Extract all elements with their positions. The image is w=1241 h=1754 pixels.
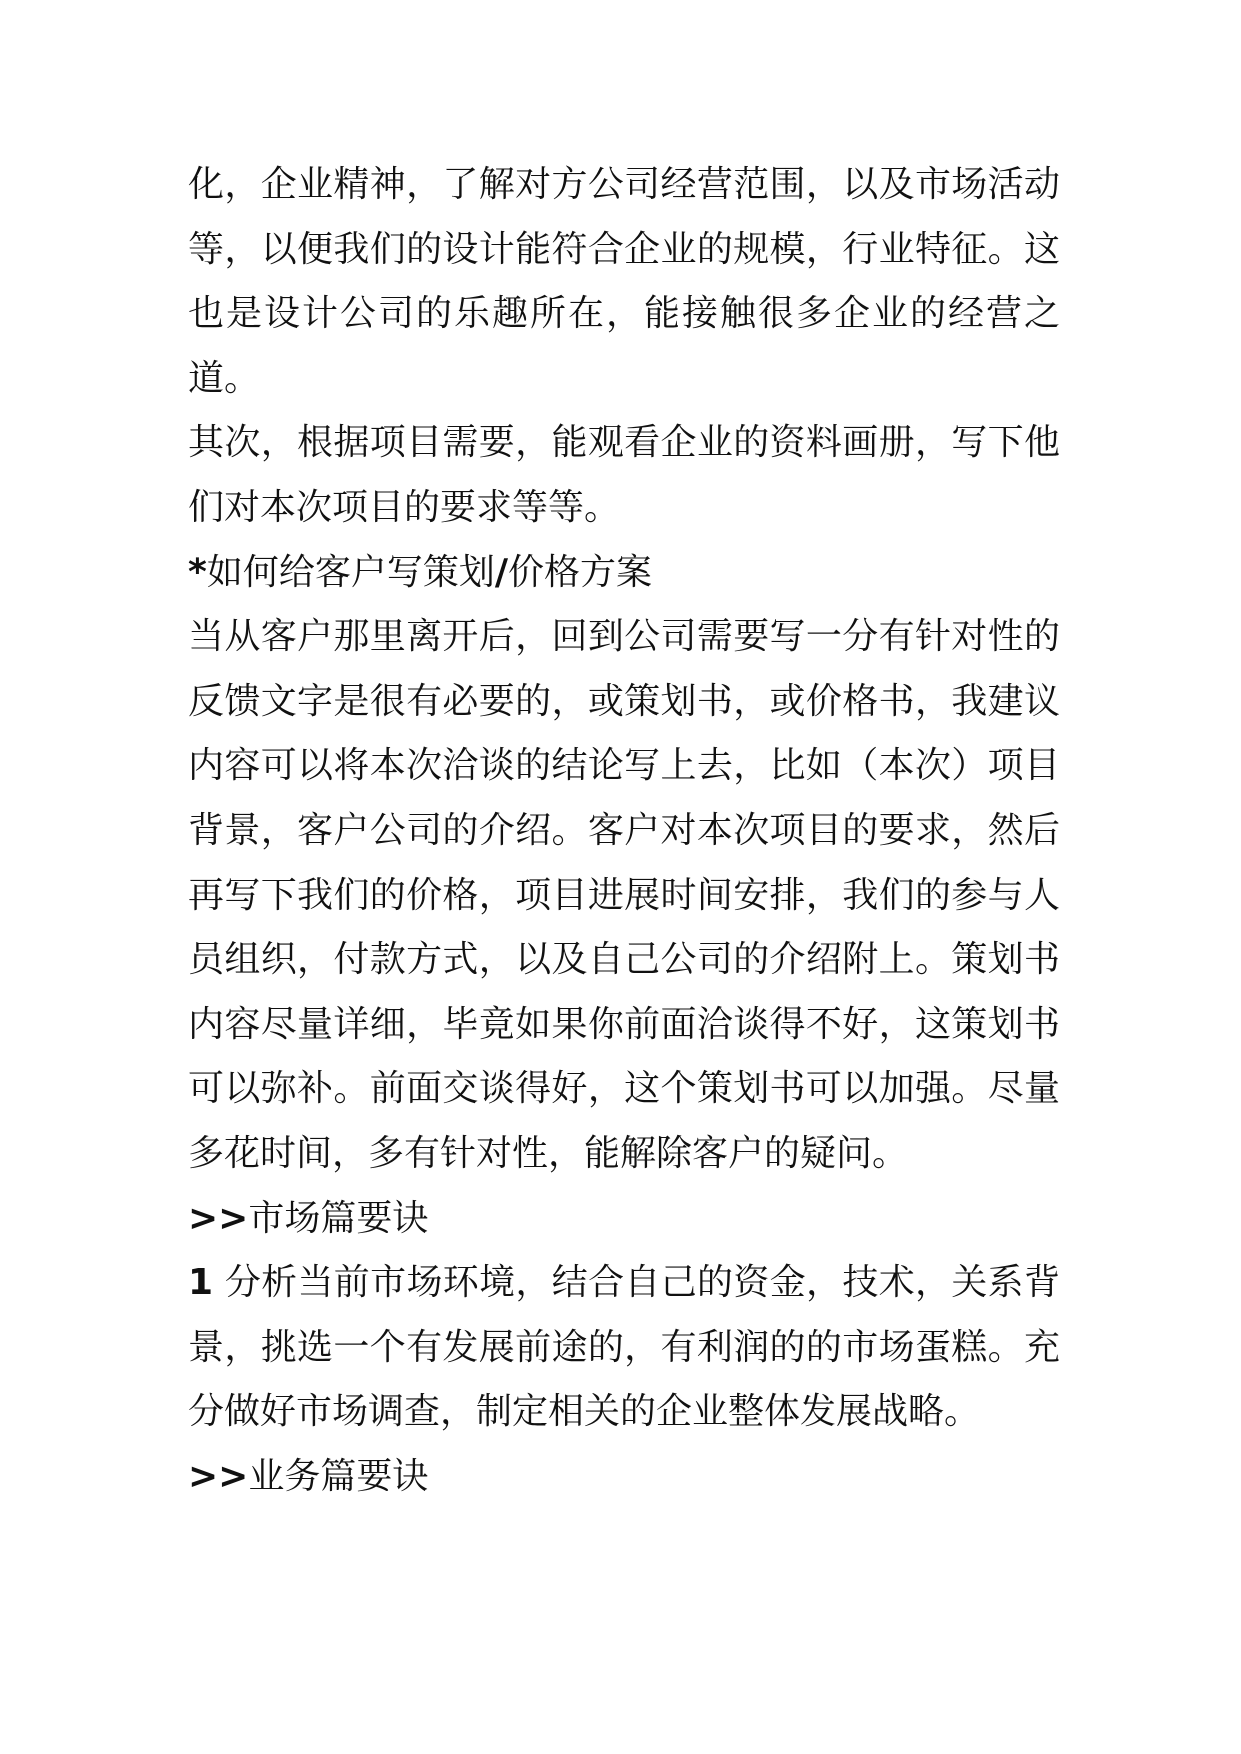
list-item-text: 分析当前市场环境，结合自己的资金，技术，关系背景，挑选一个有发展前途的，有利润的的市场蛋糕。充分做好市场调查，制定相关的企业整体发展战略。 — [188, 1262, 1060, 1433]
heading-market-section — [188, 1187, 1060, 1252]
list-item-number: 1 — [188, 1262, 214, 1304]
heading-plan-text-a: 如何给客户写策划 — [206, 551, 495, 593]
paragraph-project-needs: 其次，根据项目需要，能观看企业的资料画册，写下他们对本次项目的要求等等。 — [188, 422, 1060, 528]
paragraph-proposal-writing: 当从客户那里离开后，回到公司需要写一分有针对性的反馈文字是很有必要的，或策划书，或价格书，我建议内容可以将本次洽谈的结论写上去，比如（本次）项目背景，客户公司的介绍。客户对本次项目的要求，然后再写下我们的价格，项目进展时间安排，我们的参与人员组织，付款方式，以及自己公司的介绍附上。策划书内容尽量详细，毕竟如果你前面洽谈得不好，这策划书可以弥补。前面交谈得好，这个策划书可以加强。尽量多花时间，多有针对性，能解除客户的疑问。 — [188, 616, 1060, 1174]
heading-business-section — [188, 1445, 1060, 1510]
heading-slash-mark: / — [494, 551, 508, 593]
heading-business-text: 业务篇要诀 — [248, 1455, 429, 1497]
heading-market-text: 市场篇要诀 — [248, 1197, 429, 1239]
heading-plan-proposal — [188, 541, 1060, 606]
heading-plan-text-b: 价格方案 — [508, 551, 653, 593]
heading-arrow-mark: >> — [188, 1197, 249, 1239]
heading-bullet-mark: * — [188, 551, 207, 593]
heading-arrow-mark: >> — [188, 1455, 249, 1497]
paragraph-company-research: 化，企业精神，了解对方公司经营范围，以及市场活动等，以便我们的设计能符合企业的规模，行业特征。这也是设计公司的乐趣所在，能接触很多企业的经营之道。 — [188, 164, 1060, 399]
document-body — [188, 153, 1060, 1509]
list-item-market-1 — [188, 1251, 1060, 1445]
